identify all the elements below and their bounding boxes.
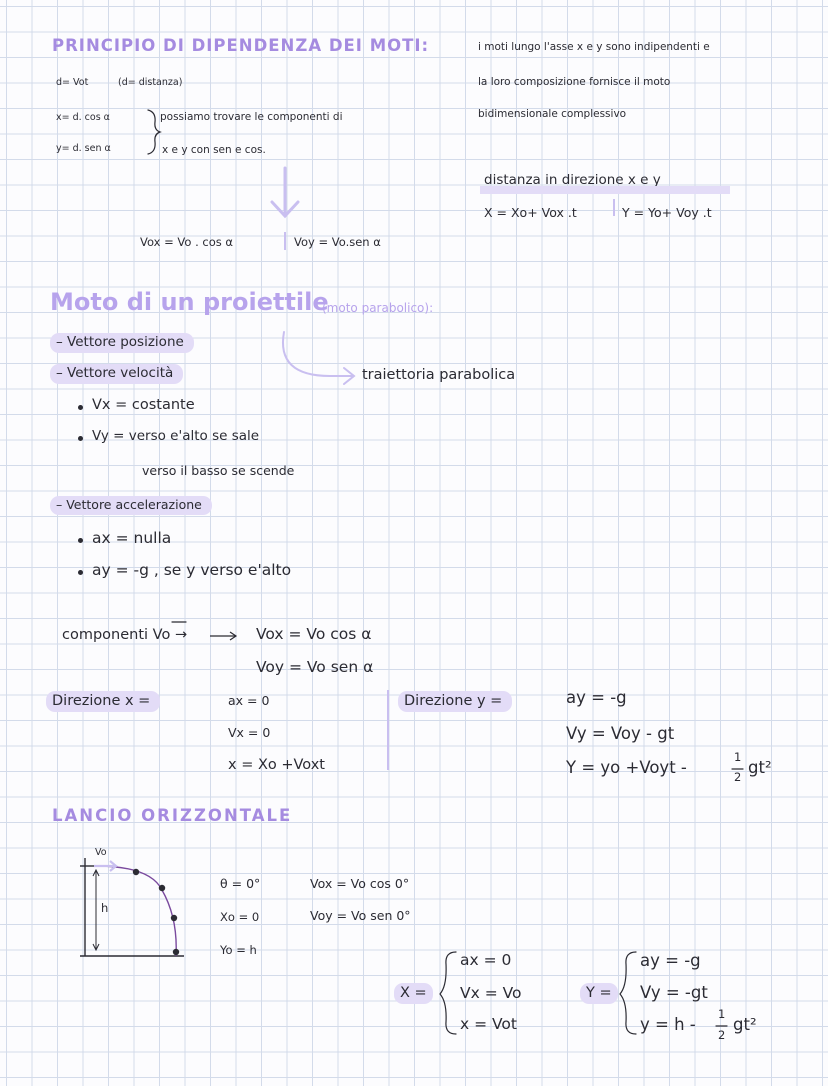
principle-text-2: la loro composizione fornisce il moto: [478, 76, 671, 88]
vox-zero: Vox = Vo cos 0°: [310, 876, 410, 891]
system-x-1: ax = 0: [460, 951, 512, 969]
principle-text-1: i moti lungo l'asse x e y sono indipendenti e: [478, 41, 710, 53]
theta-value: θ = 0°: [220, 876, 261, 891]
horizontal-launch-title: LANCIO ORIZZONTALE: [52, 806, 293, 825]
velocity-arrow-icon: [94, 861, 116, 871]
curved-arrow-icon: [283, 332, 354, 384]
vy-down: verso il basso se scende: [142, 463, 295, 478]
components-vox: Vox = Vo cos α: [256, 625, 372, 643]
system-x-2: Vx = Vo: [460, 984, 522, 1002]
system-y-1: ay = -g: [640, 951, 701, 970]
voy-zero: Voy = Vo sen 0°: [310, 908, 411, 923]
direction-x-position: x = Xo +Voxt: [228, 757, 325, 773]
brace-symbol: [440, 952, 456, 1034]
brace-text-2: x e y con sen e cos.: [162, 144, 266, 156]
trajectory-label: traiettoria parabolica: [362, 367, 516, 383]
launch-diagram: [80, 858, 184, 956]
direction-y-label: Direzione y =: [398, 691, 512, 712]
fraction-denominator: 2: [734, 770, 742, 784]
diagram-h-label: h: [101, 901, 109, 915]
velocity-vector-label: – Vettore velocità: [50, 364, 183, 384]
components-label: componenti Vo →: [62, 627, 188, 643]
direction-y-tail: gt²: [748, 758, 772, 777]
direction-y-position: Y = yo +Voyt -: [566, 758, 687, 777]
system-y-2: Vy = -gt: [640, 983, 708, 1002]
brace-symbol: [620, 952, 636, 1034]
diagram-vo-label: Vo: [95, 847, 107, 858]
position-vector-label: – Vettore posizione: [50, 333, 194, 353]
xo-value: Xo = 0: [220, 910, 260, 924]
y-equation: y= d. sen α: [56, 143, 111, 154]
principle-text-3: bidimensionale complessivo: [478, 108, 627, 120]
voy-equation: Voy = Vo.sen α: [294, 235, 381, 249]
brace-text-1: possiamo trovare le componenti di: [160, 111, 343, 123]
direction-y-vy: Vy = Voy - gt: [566, 724, 675, 743]
system-y-label: Y =: [580, 983, 618, 1004]
fraction-denominator: 2: [718, 1028, 726, 1042]
projectile-subtitle: (moto parabolico):: [322, 301, 434, 315]
ax-nulla: ax = nulla: [92, 529, 172, 547]
distance-y: Y = Yo+ Voy .t: [622, 205, 712, 220]
ay-g: ay = -g , se y verso e'alto: [92, 561, 292, 579]
components-voy: Voy = Vo sen α: [256, 658, 374, 676]
x-equation: x= d. cos α: [56, 112, 110, 123]
system-x-label: X =: [394, 983, 433, 1004]
fraction-numerator: 1: [718, 1007, 726, 1021]
vox-equation: Vox = Vo . cos α: [140, 235, 233, 249]
fraction-numerator: 1: [734, 750, 742, 764]
distance-title: distanza in direzione x e y: [484, 172, 661, 188]
d-note: (d= distanza): [118, 77, 183, 88]
right-arrow-icon: [210, 632, 236, 640]
direction-x-vx: Vx = 0: [228, 725, 271, 740]
d-equation: d= Vot: [56, 77, 89, 88]
direction-y-ay: ay = -g: [566, 688, 627, 707]
down-arrow-icon: [272, 168, 298, 216]
system-x-3: x = Vot: [460, 1015, 517, 1033]
direction-x-label: Direzione x =: [46, 691, 160, 712]
yo-value: Yo = h: [220, 943, 257, 957]
direction-x-ax: ax = 0: [228, 693, 270, 708]
system-y-tail: gt²: [733, 1015, 757, 1034]
vx-constant: Vx = costante: [92, 397, 195, 413]
distance-x: X = Xo+ Vox .t: [484, 205, 577, 220]
brace-symbol: [148, 110, 160, 154]
vy-up: Vy = verso e'alto se sale: [92, 428, 260, 444]
principle-title: PRINCIPIO DI DIPENDENZA DEI MOTI:: [52, 36, 430, 55]
system-y-3: y = h -: [640, 1015, 696, 1034]
acceleration-vector-label: – Vettore accelerazione: [50, 496, 212, 515]
projectile-title: Moto di un proiettile: [50, 288, 329, 316]
